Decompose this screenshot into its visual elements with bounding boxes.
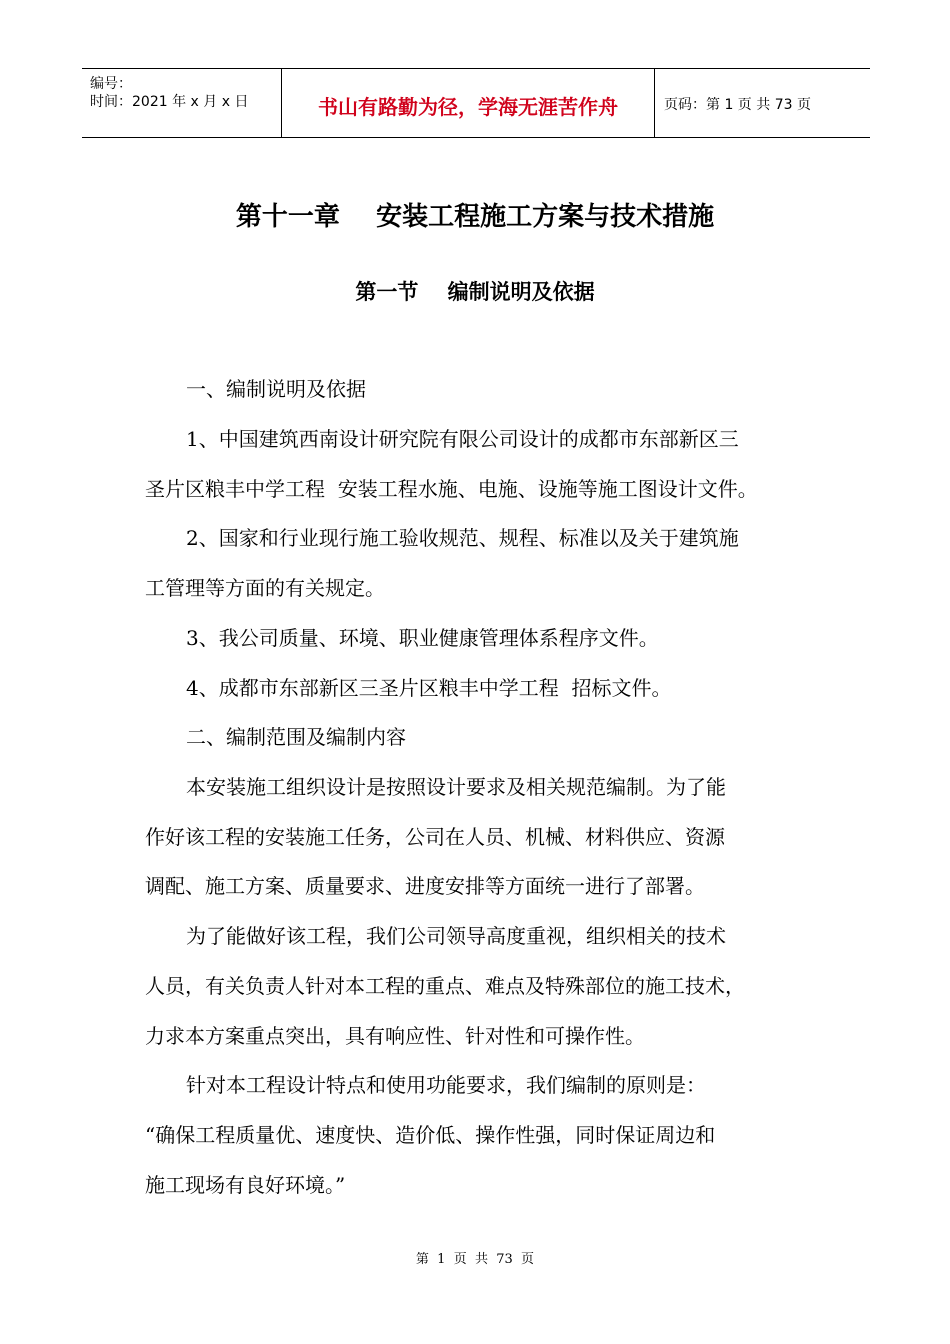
paragraph-line: 2、国家和行业现行施工验收规范、规程、标准以及关于建筑施 — [186, 526, 739, 550]
paragraph-line: 圣片区粮丰中学工程 安装工程水施、电施、设施等施工图设计文件。 — [145, 477, 758, 501]
document-time-label: 时间：2021 年 x 月 x 日 — [90, 94, 249, 110]
paragraph-line: 针对本工程设计特点和使用功能要求，我们编制的原则是： — [186, 1073, 706, 1097]
page-footer: 第 1 页 共 73 页 — [415, 1252, 535, 1267]
paragraph-line: 本安装施工组织设计是按照设计要求及相关规范编制。为了能 — [186, 775, 726, 799]
paragraph-line: 为了能做好该工程，我们公司领导高度重视，组织相关的技术 — [186, 924, 726, 948]
paragraph-line: 工管理等方面的有关规定。 — [145, 576, 385, 600]
paragraph-line: “确保工程质量优、速度快、造价低、操作性强，同时保证周边和 — [145, 1123, 716, 1147]
header-page-info: 页码：第 1 页 共 73 页 — [664, 97, 811, 113]
chapter-title: 第十一章 安装工程施工方案与技术措施 — [235, 202, 715, 232]
document-number-label: 编号： — [90, 76, 132, 92]
paragraph-line: 4、成都市东部新区三圣片区粮丰中学工程 招标文件。 — [186, 676, 672, 700]
paragraph-line: 调配、施工方案、质量要求、进度安排等方面统一进行了部署。 — [145, 874, 705, 898]
paragraph-line: 二、编制范围及编制内容 — [186, 725, 406, 749]
header-page-cell — [654, 69, 870, 137]
header-motto: 书山有路勤为径，学海无涯苦作舟 — [318, 95, 618, 119]
paragraph-line: 施工现场有良好环境。” — [145, 1173, 346, 1197]
section-title: 第一节 编制说明及依据 — [355, 280, 595, 304]
paragraph-line: 一、编制说明及依据 — [186, 377, 366, 401]
header-motto-cell — [281, 69, 655, 137]
header-meta-cell — [82, 69, 281, 137]
paragraph-line: 作好该工程的安装施工任务，公司在人员、机械、材料供应、资源 — [145, 825, 725, 849]
paragraph-line: 人员，有关负责人针对本工程的重点、难点及特殊部位的施工技术， — [145, 974, 745, 998]
header-table — [82, 68, 870, 138]
paragraph-line: 1、中国建筑西南设计研究院有限公司设计的成都市东部新区三 — [186, 427, 739, 451]
paragraph-line: 力求本方案重点突出，具有响应性、针对性和可操作性。 — [145, 1024, 645, 1048]
paragraph-line: 3、我公司质量、环境、职业健康管理体系程序文件。 — [186, 626, 659, 650]
